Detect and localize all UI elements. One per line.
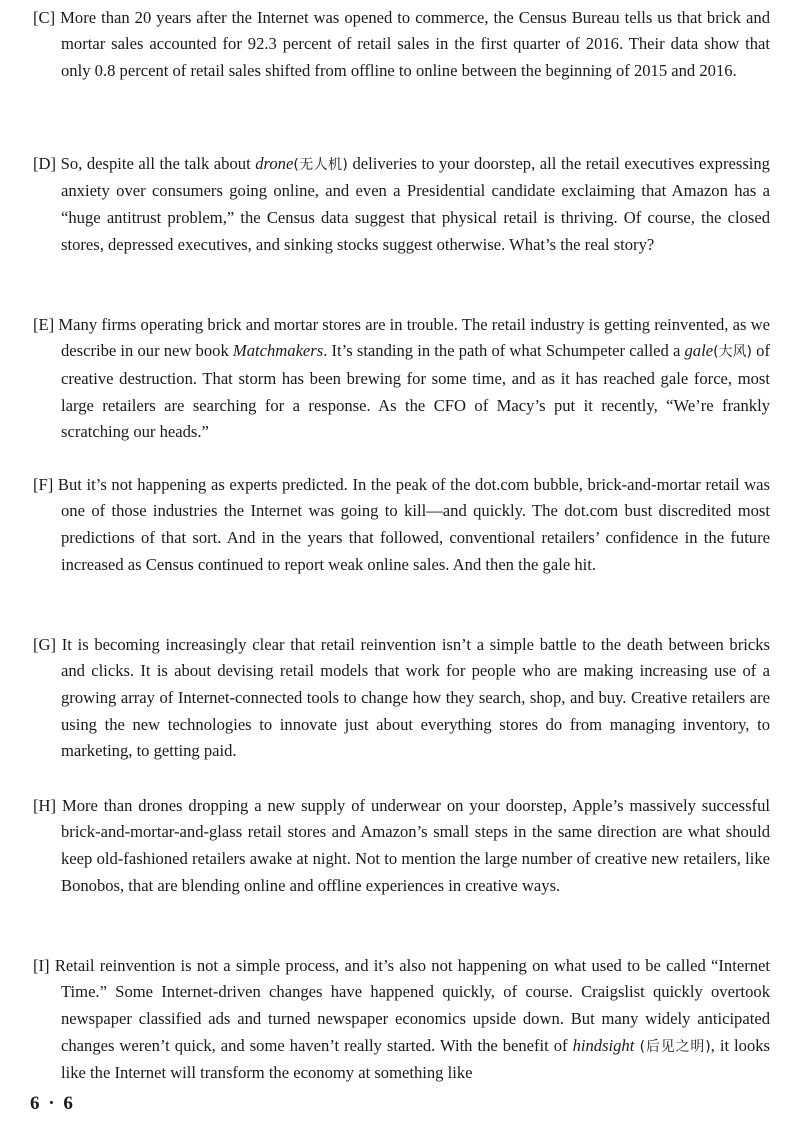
paragraph-text: Retail reinvention is not a simple process, and it’s also not happening on what used to be called “Internet Time.” Some Internet-driven changes have happened quickly, of course. Craigslist quickly overtook newspaper classified ads and turned newspaper economics upside down. But many widely anticipated changes weren’t quick, and some haven’t really started. With the benefit of xyxy=(54,955,770,1055)
paragraph-text: It is becoming increasingly clear that retail reinvention isn’t a simple battle to the death between bricks and clicks. It is about devising retail models that work for people who are making increasing use of a growing array of Internet-connected tools to change how they search, shop, and buy. Creative retailers are using the new technologies to innovate just about everything stores do from managing inventory, to marketing, to getting paid. xyxy=(61,634,770,761)
paragraph-text: deliveries to your doorstep, all the retail executives expressing anxiety over consumers going online, and even a Presidential candidate exclaiming that Amazon has a “huge antitrust problem,” the Census data suggest that physical retail is thriving. Of course, the closed stores, depressed executives, and sinking stocks suggest otherwise. What’s the real story? xyxy=(61,153,770,254)
paragraph-label: [C] xyxy=(33,7,56,27)
paragraph-g xyxy=(33,632,770,766)
italic-term: drone xyxy=(255,153,294,173)
page-number: 6 · 6 xyxy=(30,1093,75,1114)
paragraph-text: Many firms operating brick and mortar stores are in trouble. The retail industry is getting reinvented, as we describe in our new book xyxy=(58,314,770,361)
paragraph-text: More than drones dropping a new supply of underwear on your doorstep, Apple’s massively successful brick-and-mortar-and-glass retail stores and Amazon’s small steps in the same direction are what should keep old-fashioned retailers awake at night. Not to mention the large number of creative new retailers, like Bonobos, that are blending online and offline experiences in creative ways. xyxy=(61,795,770,895)
paragraph-label: [F] xyxy=(33,474,54,494)
paragraph-e xyxy=(33,312,770,447)
paragraph-text: But it’s not happening as experts predicted. In the peak of the dot.com bubble, brick-and-mortar retail was one of those industries the Internet was going to kill—and quickly. The dot.com bust discredited most predictions of that sort. And in the years that followed, conventional retailers’ confidence in the future increased as Census continued to report weak online sales. And then the gale hit. xyxy=(57,474,770,574)
chinese-gloss: (无人机) xyxy=(293,156,348,173)
paragraph-text: of creative destruction. That storm has been brewing for some time, and as it has reached gale force, most large retailers are searching for a response. As the CFO of Macy’s put it recently, “We’re frankly scratching our heads.” xyxy=(61,341,770,442)
paragraph-label: [H] xyxy=(33,795,57,815)
paragraph-label: [D] xyxy=(33,153,57,173)
chinese-gloss: (后见之明) xyxy=(634,1038,711,1055)
paragraph-h xyxy=(33,793,770,900)
paragraph-c xyxy=(33,5,770,85)
paragraph-text: , it looks like the Internet will transform the economy at something like xyxy=(61,1035,771,1083)
book-title: Matchmakers xyxy=(232,341,324,361)
paragraph-f xyxy=(33,472,770,579)
chinese-gloss: (大风) xyxy=(713,344,753,361)
paragraph-label: [E] xyxy=(33,314,55,334)
italic-term: hindsight xyxy=(572,1035,635,1055)
paragraph-label: [I] xyxy=(33,955,50,975)
paragraph-text: . It’s standing in the path of what Schumpeter called a xyxy=(323,341,685,361)
paragraph-i xyxy=(33,953,770,1088)
paragraph-label: [G] xyxy=(33,634,57,654)
paragraph-d xyxy=(33,151,770,259)
paragraph-text: More than 20 years after the Internet was opened to commerce, the Census Bureau tells us that brick and mortar sales accounted for 92.3 percent of retail sales in the first quarter of 2016. Their data show that only 0.8 percent of retail sales shifted from offline to online between the beginning of 2015 and 2016. xyxy=(60,7,770,80)
italic-term: gale xyxy=(684,341,714,361)
paragraph-text: So, despite all the talk about xyxy=(60,153,256,173)
